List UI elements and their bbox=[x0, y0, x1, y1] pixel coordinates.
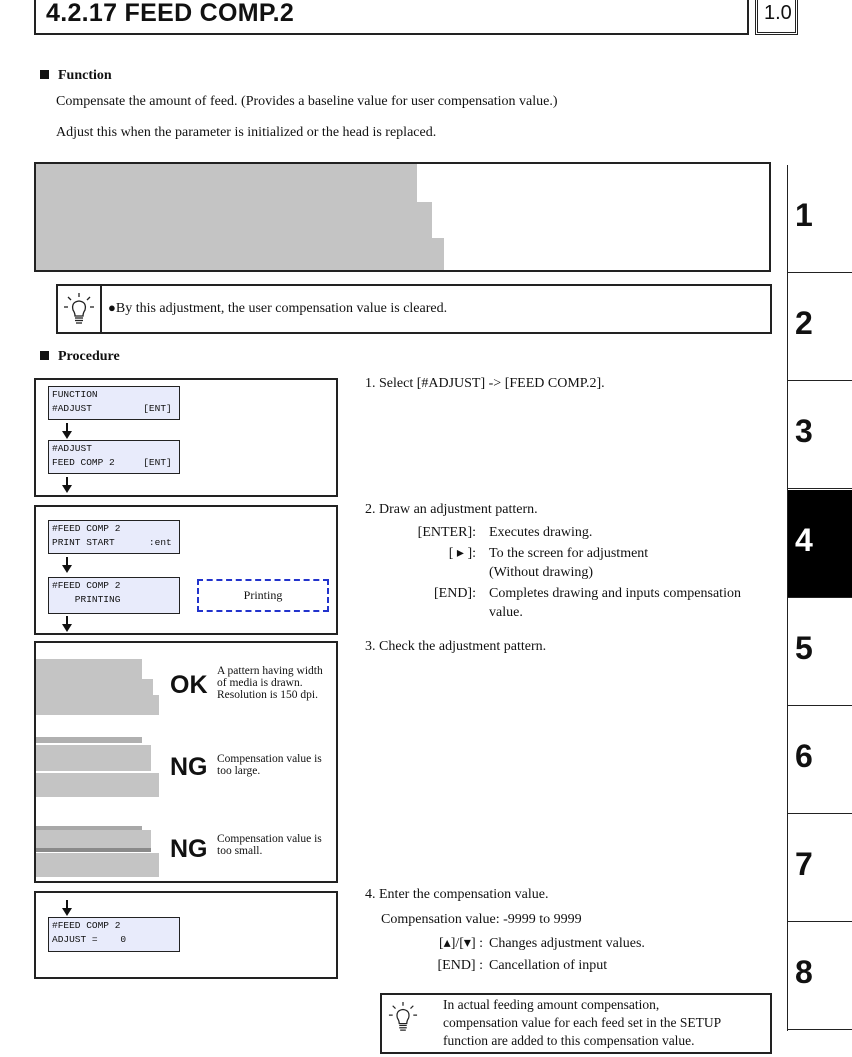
chapter-tabs bbox=[787, 165, 852, 1031]
lcd-print-start: #FEED COMP 2 PRINT START :ent bbox=[48, 520, 180, 554]
lcd-adjust-feedcomp: #ADJUST FEED COMP 2 [ENT] bbox=[48, 440, 180, 474]
down-arrow-icon bbox=[62, 477, 72, 493]
step-2-key-right: [ ▸ ]: bbox=[448, 546, 476, 561]
down-arrow-icon bbox=[62, 900, 72, 916]
down-arrow-icon bbox=[62, 557, 72, 573]
step-4-desc-updown: Changes adjustment values. bbox=[489, 936, 645, 951]
step-2-desc-end-2: value. bbox=[489, 605, 523, 620]
step-2-text: 2. Draw an adjustment pattern. bbox=[365, 502, 538, 517]
step-2-frame bbox=[34, 505, 338, 635]
step-3-text: 3. Check the adjustment pattern. bbox=[365, 639, 547, 654]
down-arrow-icon bbox=[62, 423, 72, 439]
note-box-1 bbox=[56, 284, 772, 334]
chapter-tab-5[interactable]: 5 bbox=[788, 598, 852, 706]
step-2-desc-end: Completes drawing and inputs compensation bbox=[489, 586, 741, 601]
version-box bbox=[755, 0, 798, 35]
verdict-ok: OK bbox=[170, 671, 208, 699]
page-title: 4.2.17 FEED COMP.2 bbox=[46, 0, 295, 27]
chapter-tab-2[interactable]: 2 bbox=[788, 273, 852, 381]
step-4-key-end: [END] : bbox=[437, 958, 483, 973]
step-2-desc-right: To the screen for adjustment bbox=[489, 546, 649, 561]
note-box-2 bbox=[380, 993, 772, 1054]
chapter-tab-1[interactable]: 1 bbox=[788, 165, 852, 273]
step-1-text: 1. Select [#ADJUST] -> [FEED COMP.2]. bbox=[365, 376, 605, 391]
gray-banner-image bbox=[34, 162, 771, 272]
step-4-frame bbox=[34, 891, 338, 979]
step-4-text: 4. Enter the compensation value. bbox=[365, 887, 549, 902]
printing-indicator bbox=[197, 579, 329, 612]
note-2-text: In actual feeding amount compensation, compensation value for each feed set in the SETUP function are added to this compensation value. bbox=[443, 997, 722, 1048]
pattern-ok-note: A pattern having width of media is drawn. Resolution is 150 dpi. bbox=[217, 665, 323, 701]
step-2-key-enter: [ENTER]: bbox=[417, 525, 476, 540]
procedure-heading: Procedure bbox=[40, 349, 120, 365]
lightbulb-icon bbox=[63, 292, 95, 326]
function-line-1: Compensate the amount of feed. (Provides a baseline value for user compensation value.) bbox=[56, 94, 558, 109]
pattern-ng-large-note: Compensation value is too large. bbox=[217, 753, 322, 777]
note-1-text: ●By this adjustment, the user compensation value is cleared. bbox=[108, 300, 448, 316]
step-1-frame bbox=[34, 378, 338, 497]
chapter-tab-3[interactable]: 3 bbox=[788, 381, 852, 489]
lightbulb-icon bbox=[388, 1001, 418, 1033]
function-line-2: Adjust this when the parameter is initialized or the head is replaced. bbox=[56, 125, 437, 140]
step-4-desc-end: Cancellation of input bbox=[489, 958, 608, 973]
verdict-ng-small: NG bbox=[170, 835, 208, 863]
lcd-adjust-value: #FEED COMP 2 ADJUST = 0 bbox=[48, 917, 180, 952]
step-2-desc-right-2: (Without drawing) bbox=[489, 565, 594, 580]
verdict-ng-large: NG bbox=[170, 753, 208, 781]
chapter-tab-6[interactable]: 6 bbox=[788, 706, 852, 814]
step-3-pattern-frame bbox=[34, 641, 338, 883]
chapter-tab-4[interactable]: 4 bbox=[788, 490, 852, 598]
version-number: 1.0 bbox=[764, 2, 792, 24]
function-heading: Function bbox=[40, 68, 112, 84]
chapter-tab-7[interactable]: 7 bbox=[788, 814, 852, 922]
step-4-range: Compensation value: -9999 to 9999 bbox=[381, 912, 582, 927]
page-title-box bbox=[34, 0, 749, 35]
step-2-desc-enter: Executes drawing. bbox=[489, 525, 593, 540]
down-arrow-icon bbox=[62, 616, 72, 632]
lcd-printing: #FEED COMP 2 PRINTING bbox=[48, 577, 180, 614]
step-4-key-updown: [▴]/[▾] : bbox=[439, 936, 483, 951]
step-2-key-end: [END]: bbox=[434, 586, 476, 601]
printing-label: Printing bbox=[243, 588, 283, 602]
chapter-tab-8[interactable]: 8 bbox=[788, 922, 852, 1030]
pattern-ng-small-note: Compensation value is too small. bbox=[217, 833, 322, 857]
lcd-function-adjust: FUNCTION #ADJUST [ENT] bbox=[48, 386, 180, 420]
